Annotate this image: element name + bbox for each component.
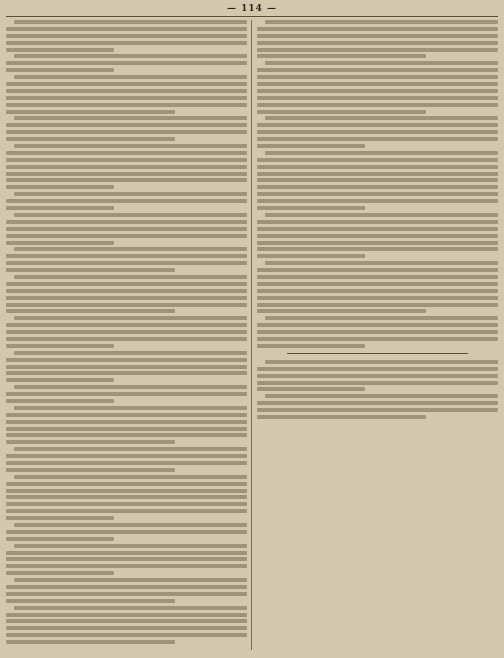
placeholder-line (257, 303, 498, 307)
placeholder-line (6, 344, 114, 348)
paragraph (6, 578, 247, 603)
placeholder-line (14, 544, 247, 548)
paragraph (6, 54, 247, 72)
placeholder-line (257, 48, 498, 52)
paragraph (6, 20, 247, 52)
placeholder-line (6, 551, 247, 555)
placeholder-line (6, 137, 175, 141)
paragraph (6, 351, 247, 383)
placeholder-line (14, 351, 247, 355)
paragraph (6, 606, 247, 644)
paragraph (6, 75, 247, 113)
paragraph (257, 394, 498, 419)
paragraph (6, 116, 247, 141)
article-body (257, 360, 498, 419)
placeholder-line (257, 367, 498, 371)
placeholder-line (257, 103, 498, 107)
placeholder-line (6, 48, 114, 52)
placeholder-line (6, 227, 247, 231)
placeholder-line (265, 20, 498, 24)
placeholder-line (265, 116, 498, 120)
placeholder-line (257, 199, 498, 203)
placeholder-line (257, 82, 498, 86)
placeholder-line (14, 20, 247, 24)
placeholder-line (14, 316, 247, 320)
placeholder-line (14, 406, 247, 410)
paragraph (6, 247, 247, 272)
placeholder-line (257, 144, 365, 148)
paragraph (6, 406, 247, 444)
placeholder-line (257, 387, 365, 391)
right-column-story (257, 20, 498, 348)
placeholder-line (6, 96, 247, 100)
paragraph (6, 275, 247, 313)
placeholder-line (257, 34, 498, 38)
placeholder-line (6, 289, 247, 293)
paragraph (6, 385, 247, 403)
placeholder-line (6, 358, 247, 362)
placeholder-line (6, 454, 247, 458)
placeholder-line (14, 447, 247, 451)
placeholder-line (6, 509, 247, 513)
placeholder-line (6, 440, 175, 444)
header-rule (6, 16, 498, 17)
placeholder-line (6, 633, 247, 637)
page-number: — 114 — (226, 4, 278, 14)
placeholder-line (257, 344, 365, 348)
placeholder-line (6, 234, 247, 238)
placeholder-line (6, 178, 247, 182)
placeholder-line (14, 116, 247, 120)
placeholder-line (6, 571, 114, 575)
right-column (257, 20, 498, 652)
placeholder-line (14, 385, 247, 389)
placeholder-line (6, 599, 175, 603)
placeholder-line (6, 502, 247, 506)
placeholder-line (6, 323, 247, 327)
placeholder-line (257, 401, 498, 405)
placeholder-line (257, 381, 498, 385)
paragraph (257, 116, 498, 148)
placeholder-line (257, 158, 498, 162)
placeholder-line (257, 206, 365, 210)
placeholder-line (6, 130, 247, 134)
paragraph (6, 144, 247, 189)
placeholder-line (6, 89, 247, 93)
placeholder-line (257, 408, 498, 412)
placeholder-line (6, 371, 247, 375)
placeholder-line (257, 192, 498, 196)
placeholder-line (257, 282, 498, 286)
placeholder-line (257, 220, 498, 224)
placeholder-line (14, 213, 247, 217)
placeholder-line (257, 309, 426, 313)
placeholder-line (257, 289, 498, 293)
placeholder-line (6, 613, 247, 617)
placeholder-line (265, 261, 498, 265)
paragraph (6, 213, 247, 245)
placeholder-line (257, 254, 365, 258)
placeholder-line (6, 103, 247, 107)
placeholder-line (257, 165, 498, 169)
placeholder-line (257, 27, 498, 31)
placeholder-line (6, 337, 247, 341)
placeholder-line (6, 261, 247, 265)
paragraph (257, 261, 498, 313)
placeholder-line (14, 475, 247, 479)
placeholder-line (6, 564, 247, 568)
placeholder-line (6, 185, 114, 189)
placeholder-line (6, 365, 247, 369)
placeholder-line (6, 640, 175, 644)
placeholder-line (6, 427, 247, 431)
placeholder-line (257, 75, 498, 79)
placeholder-line (265, 316, 498, 320)
placeholder-line (6, 254, 247, 258)
paragraph (257, 20, 498, 58)
placeholder-line (6, 82, 247, 86)
placeholder-line (6, 282, 247, 286)
placeholder-line (6, 199, 247, 203)
placeholder-line (257, 234, 498, 238)
placeholder-line (257, 268, 498, 272)
placeholder-line (6, 433, 247, 437)
placeholder-line (257, 54, 426, 58)
placeholder-line (6, 220, 247, 224)
placeholder-line (14, 275, 247, 279)
placeholder-line (14, 578, 247, 582)
placeholder-line (257, 330, 498, 334)
paragraph (257, 360, 498, 392)
placeholder-line (6, 34, 247, 38)
placeholder-line (14, 144, 247, 148)
paragraph (6, 475, 247, 520)
placeholder-line (257, 137, 498, 141)
placeholder-line (14, 75, 247, 79)
placeholder-line (265, 61, 498, 65)
placeholder-line (257, 337, 498, 341)
placeholder-line (265, 151, 498, 155)
placeholder-line (6, 309, 175, 313)
placeholder-line (14, 606, 247, 610)
placeholder-line (6, 413, 247, 417)
placeholder-line (6, 296, 247, 300)
placeholder-line (6, 495, 247, 499)
placeholder-line (6, 392, 247, 396)
paragraph (257, 316, 498, 348)
placeholder-line (265, 360, 498, 364)
article-separator (287, 353, 468, 354)
placeholder-line (257, 178, 498, 182)
placeholder-line (6, 268, 175, 272)
placeholder-line (6, 241, 114, 245)
placeholder-line (6, 41, 247, 45)
placeholder-line (6, 123, 247, 127)
placeholder-line (6, 303, 247, 307)
placeholder-line (265, 394, 498, 398)
placeholder-line (257, 41, 498, 45)
placeholder-line (257, 110, 426, 114)
paragraph (6, 316, 247, 348)
placeholder-line (257, 185, 498, 189)
placeholder-line (6, 158, 247, 162)
paragraph (6, 523, 247, 541)
paragraph (6, 544, 247, 576)
left-column (6, 20, 247, 652)
placeholder-line (6, 151, 247, 155)
placeholder-line (265, 213, 498, 217)
placeholder-line (14, 523, 247, 527)
placeholder-line (257, 247, 498, 251)
placeholder-line (14, 192, 247, 196)
placeholder-line (257, 130, 498, 134)
placeholder-line (6, 172, 247, 176)
placeholder-line (14, 247, 247, 251)
placeholder-line (6, 468, 175, 472)
placeholder-line (6, 330, 247, 334)
placeholder-line (257, 227, 498, 231)
placeholder-line (257, 172, 498, 176)
paragraph (257, 61, 498, 113)
placeholder-line (14, 54, 247, 58)
placeholder-line (6, 626, 247, 630)
placeholder-line (6, 68, 114, 72)
placeholder-line (6, 516, 114, 520)
placeholder-line (6, 585, 247, 589)
paragraph (6, 192, 247, 210)
placeholder-line (257, 123, 498, 127)
placeholder-line (6, 165, 247, 169)
paragraph (257, 213, 498, 258)
paragraph (6, 447, 247, 472)
placeholder-line (6, 27, 247, 31)
placeholder-line (6, 557, 247, 561)
placeholder-line (257, 96, 498, 100)
placeholder-line (257, 89, 498, 93)
placeholder-line (6, 110, 175, 114)
placeholder-line (6, 530, 247, 534)
placeholder-line (6, 537, 114, 541)
placeholder-line (6, 461, 247, 465)
placeholder-line (6, 592, 247, 596)
placeholder-line (257, 323, 498, 327)
placeholder-line (257, 415, 426, 419)
placeholder-line (6, 206, 114, 210)
paragraph (257, 151, 498, 210)
placeholder-line (6, 420, 247, 424)
placeholder-line (257, 296, 498, 300)
placeholder-line (6, 489, 247, 493)
placeholder-line (6, 482, 247, 486)
placeholder-line (6, 619, 247, 623)
placeholder-line (257, 275, 498, 279)
placeholder-line (6, 61, 247, 65)
placeholder-line (6, 378, 114, 382)
placeholder-line (257, 241, 498, 245)
placeholder-line (257, 374, 498, 378)
column-divider (251, 20, 252, 650)
placeholder-line (257, 68, 498, 72)
placeholder-line (6, 399, 114, 403)
